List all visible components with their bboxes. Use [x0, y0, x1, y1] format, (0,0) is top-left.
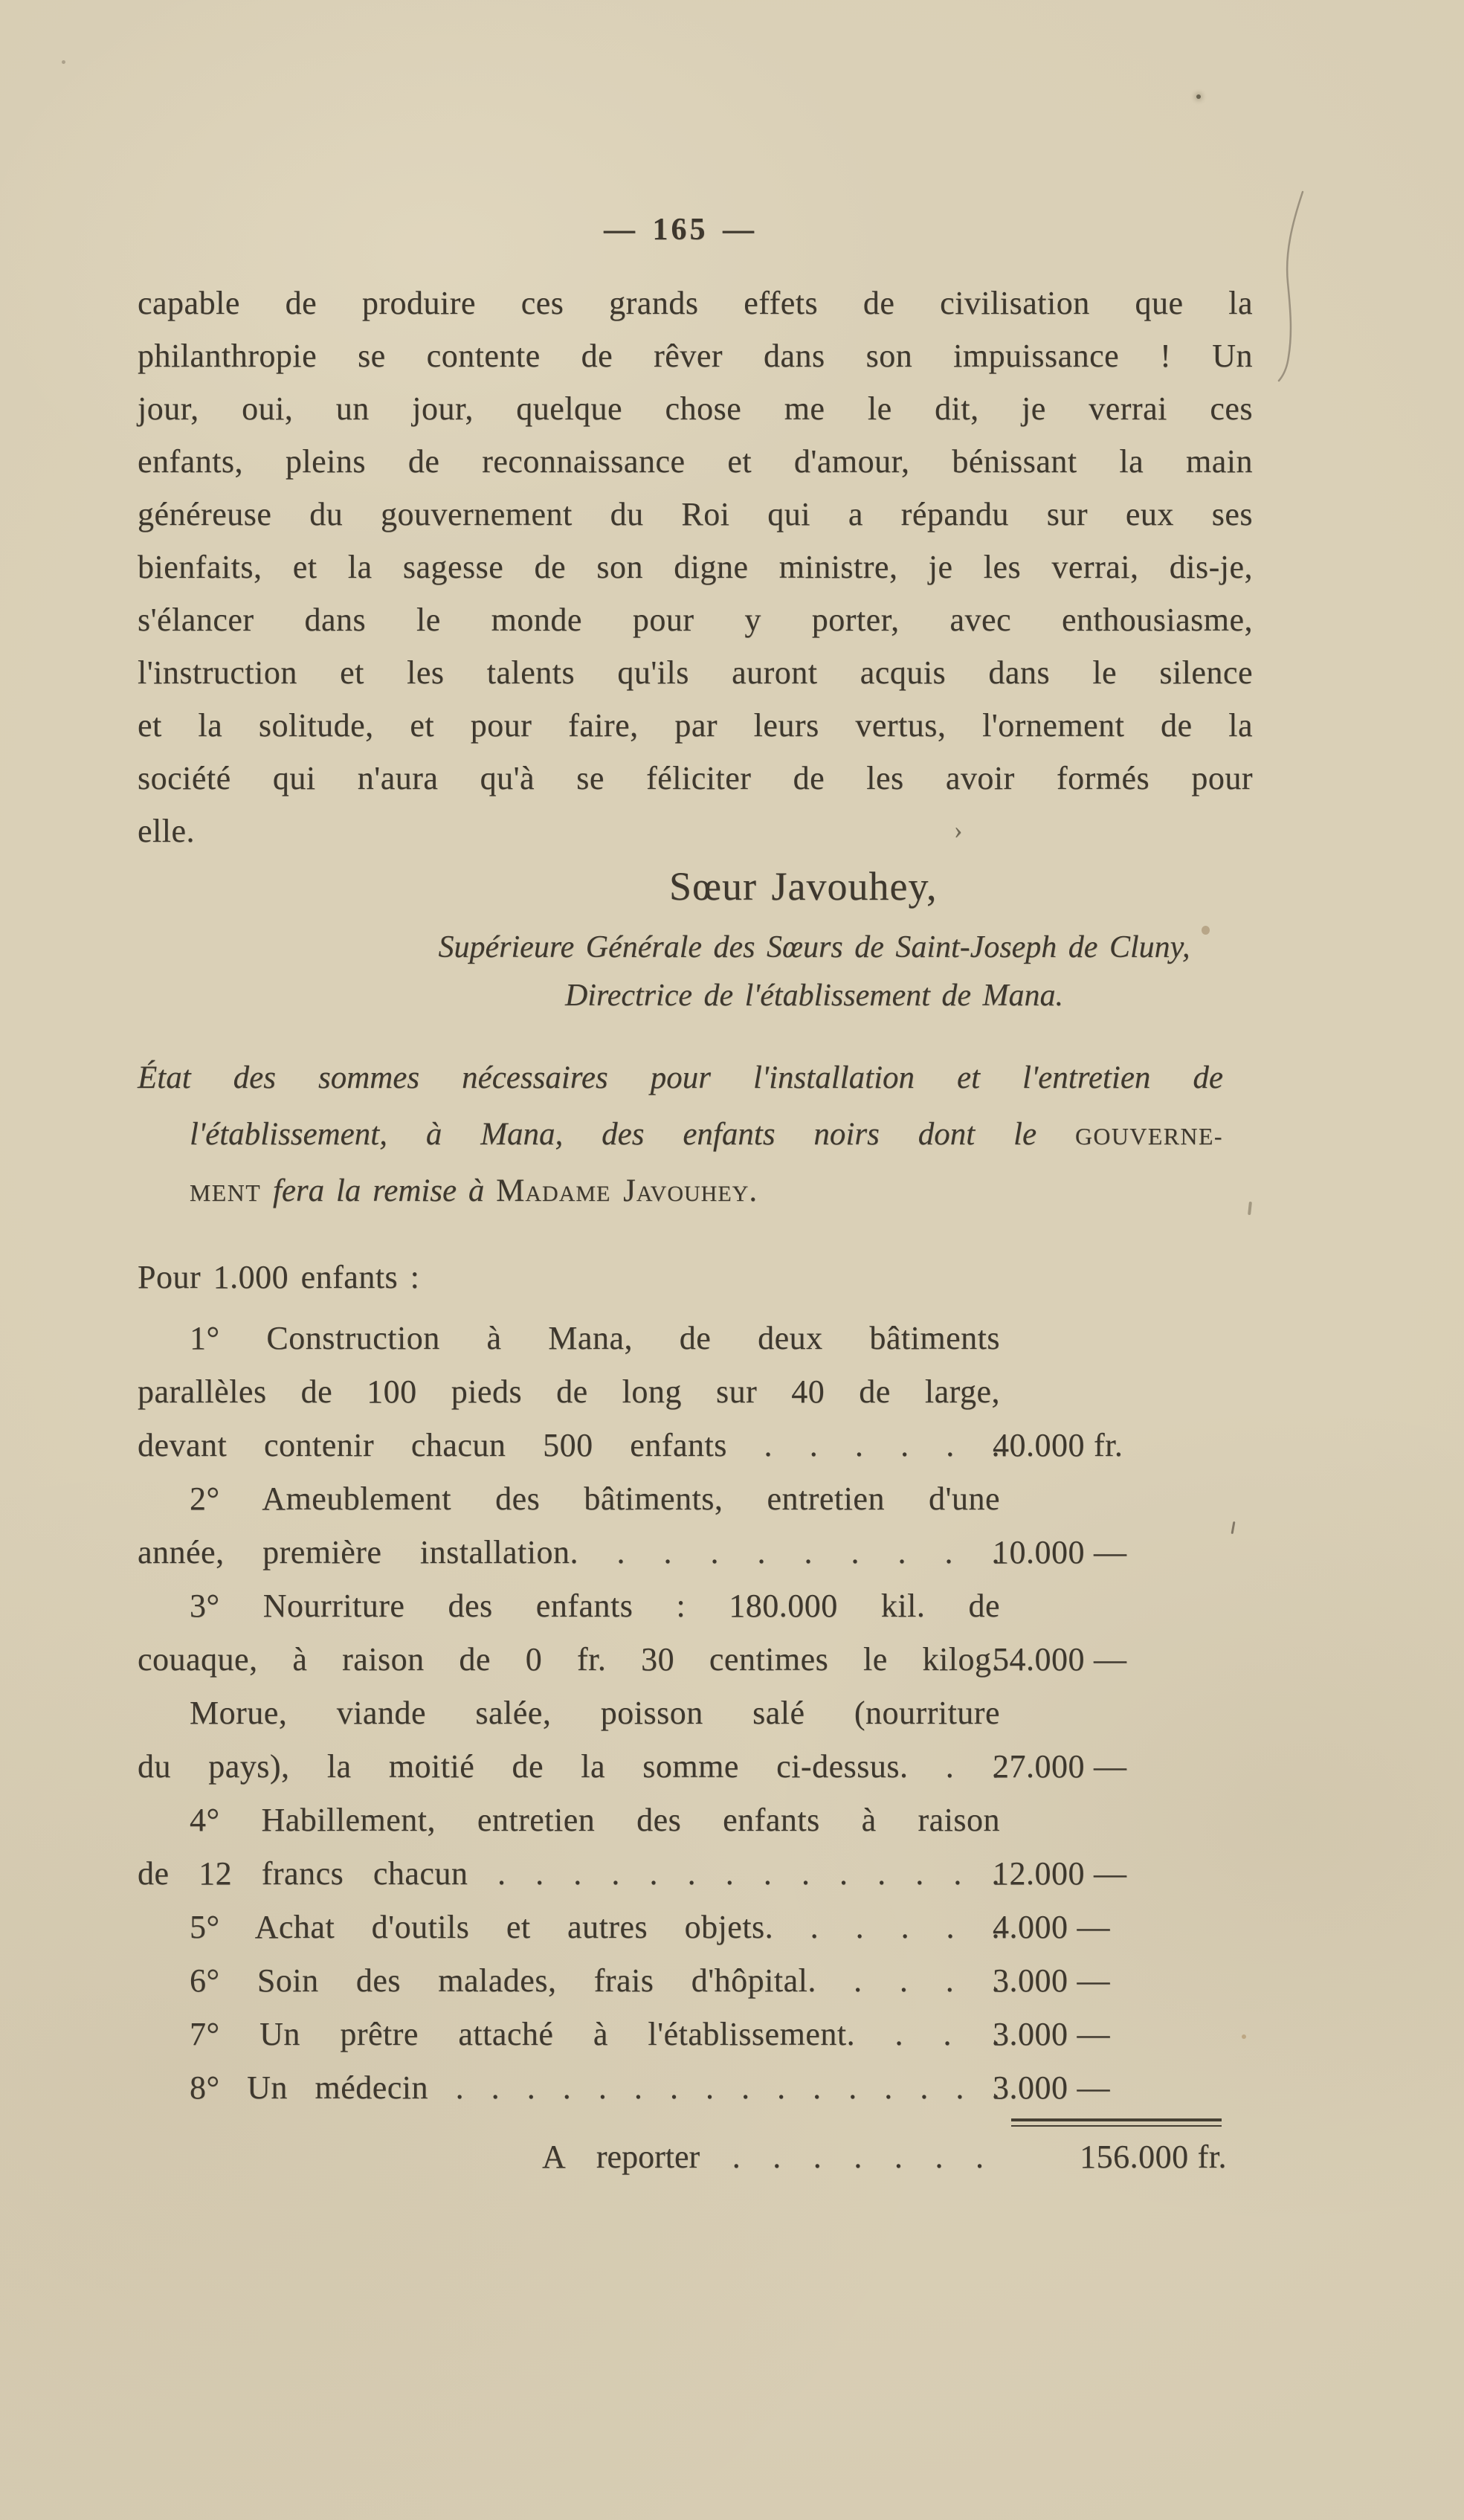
amount-cell: [993, 2061, 1227, 2115]
amount-cell: [993, 1740, 1227, 1794]
stray-ink-mark: ›: [954, 816, 963, 844]
paragraph-line: société qui n'aura qu'à se féliciter de les avoir formés pour: [138, 760, 1253, 796]
signature-name: Sœur Javouhey,: [669, 864, 938, 909]
amount: 12.000: [993, 1855, 1085, 1892]
cost-line: 1° Construction à Mana, de deux bâtiments: [190, 1320, 1000, 1356]
paragraph-line: l'instruction et les talents qu'ils auront acquis dans le silence: [138, 654, 1253, 691]
signature-titles: [364, 929, 1264, 1014]
cost-line: [138, 1526, 1127, 1579]
amount-cell: [993, 1901, 1227, 1954]
cost-row-7: [138, 1954, 1257, 2008]
cost-row-6: [138, 1901, 1257, 1954]
amount-unit: —: [1077, 1962, 1110, 1999]
estimate-heading: [138, 1050, 1223, 1219]
intro-line: Pour 1.000 enfants :: [138, 1259, 420, 1295]
cost-table: [138, 1312, 1257, 2115]
heading-line-1: État des sommes nécessaires pour l'installation et l'entretien de: [138, 1060, 1223, 1095]
heading-line-3-name: Madame Javouhey.: [496, 1173, 758, 1208]
heading-line-2-italic: l'établissement, à Mana, des enfants noirs dont le: [190, 1117, 1075, 1152]
paragraph-line: capable de produire ces grands effets de civilisation que la: [138, 285, 1253, 321]
total-amount-cell: [993, 2136, 1227, 2178]
paragraph-line: elle.: [138, 813, 196, 849]
body-paragraph: [138, 277, 1253, 857]
amount-cell: [993, 1419, 1227, 1472]
amount-unit: —: [1094, 1748, 1127, 1785]
cost-line: parallèles de 100 pieds de long sur 40 de large,: [138, 1373, 1000, 1410]
amount-cell: [993, 2008, 1227, 2061]
amount-unit: —: [1094, 1534, 1127, 1570]
cost-line-text: 7° Un prêtre attaché à l'établissement. . . .: [190, 2016, 1000, 2052]
total-rule: [1011, 2118, 1222, 2127]
cost-row-5: [138, 1794, 1257, 1901]
signature-title-line-2: Directrice de l'établissement de Mana.: [564, 979, 1064, 1013]
signature-title-line-1: Supérieure Générale des Sœurs de Saint-Joseph de Cluny,: [438, 930, 1190, 964]
amount: 3.000: [993, 1962, 1068, 1999]
paper-speck: [1242, 2034, 1246, 2039]
heading-line-2-smallcaps: GOUVERNE-: [1074, 1124, 1223, 1150]
cost-line-text: 6° Soin des malades, frais d'hôpital. . . . .: [190, 1962, 1000, 1999]
total-amount: 156.000: [1080, 2139, 1189, 2175]
amount-cell: [993, 1954, 1227, 2008]
cost-line-text: de 12 francs chacun . . . . . . . . . . . . . .: [138, 1855, 1000, 1892]
cost-line: [138, 1954, 1110, 2008]
paragraph-line: s'élancer dans le monde pour y porter, avec enthousiasme,: [138, 602, 1253, 638]
amount: 27.000: [993, 1748, 1085, 1785]
amount-unit: fr.: [1094, 1427, 1123, 1463]
total-amount-unit: fr.: [1197, 2139, 1227, 2175]
amount-unit: —: [1094, 1855, 1127, 1892]
cost-line: 4° Habillement, entretien des enfants à raison: [190, 1802, 1000, 1838]
paragraph-line: enfants, pleins de reconnaissance et d'amour, bénissant la main: [138, 443, 1253, 480]
amount-unit: —: [1094, 1641, 1127, 1678]
amount: 4.000: [993, 1909, 1068, 1945]
cost-line-text: année, première installation. . . . . . . . . .: [138, 1534, 1000, 1570]
cost-line-text: 5° Achat d'outils et autres objets. . . . . .: [190, 1909, 1000, 1945]
paragraph-line: et la solitude, et pour faire, par leurs vertus, l'ornement de la: [138, 707, 1253, 744]
cost-line: [138, 1633, 1127, 1686]
amount-unit: —: [1077, 2016, 1110, 2052]
heading-line-3: [138, 1163, 1223, 1219]
cost-line-text: couaque, à raison de 0 fr. 30 centimes le kilog.: [138, 1641, 1000, 1678]
paragraph-line: jour, oui, un jour, quelque chose me le dit, je verrai ces: [138, 390, 1253, 427]
paragraph-line: philanthropie se contente de rêver dans son impuissance ! Un: [138, 338, 1253, 374]
amount: 40.000: [993, 1427, 1085, 1463]
cost-line: [138, 1901, 1110, 1954]
paragraph-line: bienfaits, et la sagesse de son digne ministre, je les verrai, dis-je,: [138, 549, 1253, 585]
amount-cell: [993, 1526, 1227, 1579]
cost-row-4: [138, 1686, 1257, 1794]
cost-row-8: [138, 2008, 1257, 2061]
cost-row-3: [138, 1579, 1257, 1686]
page-number: — 165 —: [604, 213, 757, 247]
cost-line: [138, 1419, 1123, 1472]
cost-line-text: du pays), la moitié de la somme ci-dessus. . .: [138, 1748, 1000, 1785]
cost-line: [138, 1847, 1127, 1901]
cost-line-text: 8° Un médecin . . . . . . . . . . . . . . . .: [190, 2069, 1000, 2106]
paper-speck: [1196, 94, 1201, 99]
cost-row-1: [138, 1312, 1257, 1472]
cost-row-9: [138, 2061, 1257, 2115]
amount-cell: [993, 1847, 1227, 1901]
cost-line: [138, 1740, 1127, 1794]
amount-unit: —: [1077, 1909, 1110, 1945]
total-label: A reporter . . . . . . .: [542, 2139, 984, 2175]
amount: 10.000: [993, 1534, 1085, 1570]
cost-row-2: [138, 1472, 1257, 1579]
total-row: [138, 2136, 1257, 2178]
cost-line-text: devant contenir chacun 500 enfants . . . . . .: [138, 1427, 1000, 1463]
heading-line-3-smallcaps: MENT: [190, 1180, 262, 1206]
hair-fiber-mark: [1264, 178, 1316, 394]
cost-line: [138, 2008, 1110, 2061]
amount-cell: [993, 1633, 1227, 1686]
heading-line-3-italic: fera la remise à: [261, 1173, 497, 1208]
ink-fleck: [1248, 1202, 1252, 1215]
amount: 3.000: [993, 2016, 1068, 2052]
cost-line: [138, 2061, 1110, 2115]
amount-unit: —: [1077, 2069, 1110, 2106]
heading-line-2: [138, 1106, 1223, 1163]
cost-line: Morue, viande salée, poisson salé (nourriture: [190, 1695, 1000, 1731]
paper-speck: [62, 60, 65, 64]
paragraph-line: généreuse du gouvernement du Roi qui a répandu sur eux ses: [138, 496, 1253, 532]
cost-line: 2° Ameublement des bâtiments, entretien d'une: [190, 1480, 1000, 1517]
cost-line: 3° Nourriture des enfants : 180.000 kil. de: [190, 1588, 1000, 1624]
amount: 54.000: [993, 1641, 1085, 1678]
amount: 3.000: [993, 2069, 1068, 2106]
paper-stain: [1202, 926, 1210, 935]
